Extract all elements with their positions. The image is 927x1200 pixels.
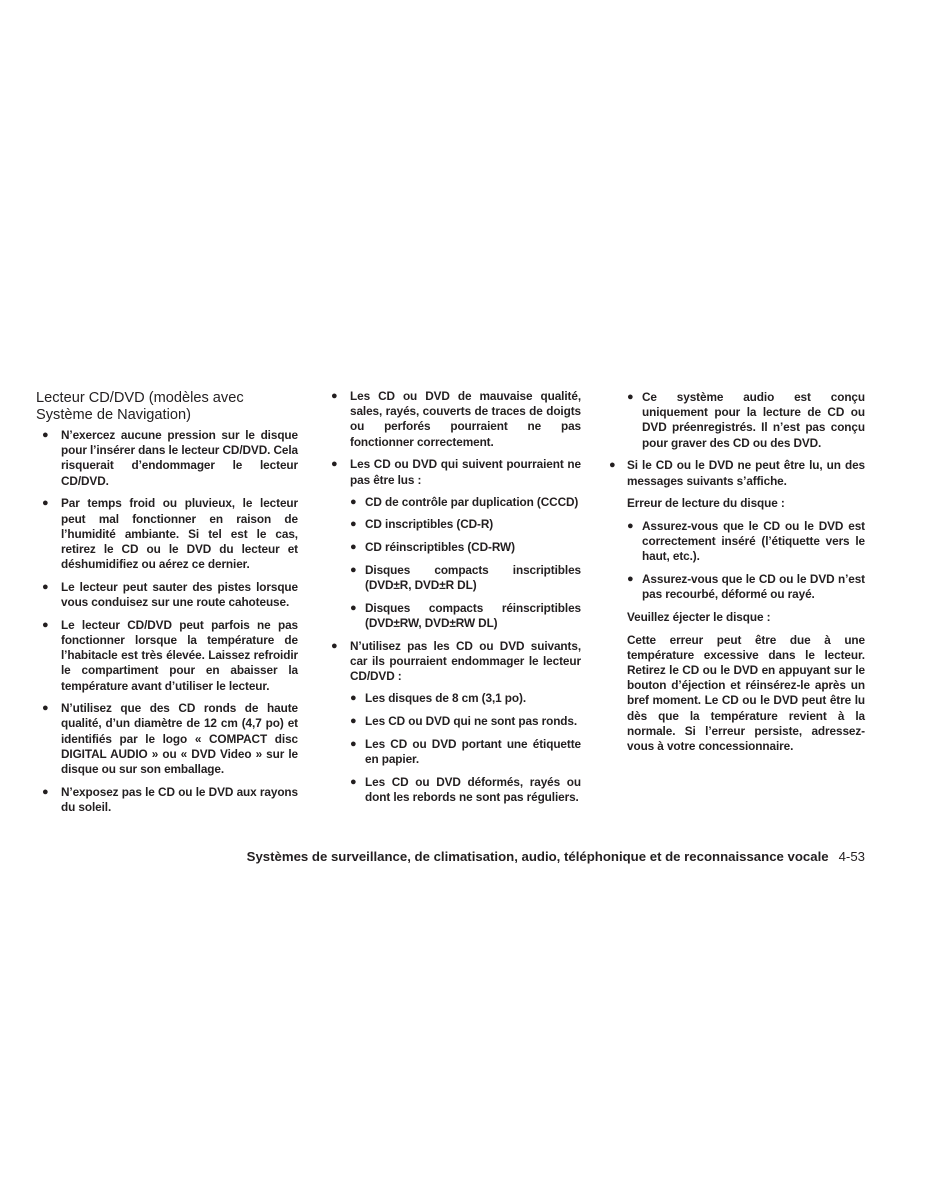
bullet-icon: ● (42, 702, 49, 715)
bullet-icon: ● (42, 785, 49, 798)
bullet-icon: ● (350, 737, 357, 750)
sub-list (627, 519, 865, 603)
bullet-icon: ● (350, 692, 357, 705)
error-heading: Veuillez éjecter le disque : (627, 609, 771, 624)
bullet-list (609, 458, 865, 488)
sub-list-item: ● Disques compacts réinscriptibles (DVD±RW, DVD±RW DL) (350, 600, 581, 630)
bullet-icon: ● (609, 459, 616, 472)
bullet-icon: ● (350, 775, 357, 788)
list-item: ● Par temps froid ou pluvieux, le lecteur peut mal fonctionner en raison de l’humidité ambiante. Si tel est le cas, retirez le CD ou le DVD du lecteur et déshumidifiez ou aérez ce dernier. (42, 496, 298, 572)
bullet-icon: ● (331, 458, 338, 471)
list-item: ● N’exercez aucune pression sur le disque pour l’insérer dans le lecteur CD/DVD. Cela risquerait d’endommager le lecteur CD/DVD. (42, 428, 298, 488)
column-middle (325, 389, 581, 812)
sub-list-item: ● CD inscriptibles (CD-R) (350, 517, 494, 532)
list-item: ● N’utilisez pas les CD ou DVD suivants, car ils pourraient endommager le lecteur CD/DVD : ● Les disques de 8 cm (3,1 po). ● Les CD ou DVD qui ne sont pas ronds. ● Les CD ou DVD portant une étiquette en papier. ● Les CD ou DVD déformés, rayés ou dont les rebords ne sont pas réguliers. (331, 638, 581, 804)
bullet-icon: ● (331, 639, 338, 652)
error-description: Cette erreur peut être due à une température excessive dans le lecteur. Retirez le CD ou le DVD en appuyant sur le bouton d’éjection et réinsérez-le après un bref moment. Le CD ou le DVD peut être lu dès que la température revient à la normale. Si l’erreur persiste, adressez-vous à votre concessionnaire. (627, 632, 865, 754)
sub-list (627, 390, 865, 451)
bullet-icon: ● (627, 391, 634, 403)
page-footer (0, 849, 865, 865)
sub-list-item: ● Assurez-vous que le CD ou le DVD n’est pas recourbé, déformé ou rayé. (627, 572, 865, 602)
section-title: Lecteur CD/DVD (modèles avec Système de Navigation) (36, 390, 244, 423)
bullet-icon: ● (350, 518, 357, 531)
list-item: ● Le lecteur CD/DVD peut parfois ne pas fonctionner lorsque la température de l’habitacle est très élevée. Laissez refroidir le compartiment pour en abaisser la température avant d’utiliser le lecteur. (42, 617, 298, 693)
column-left (36, 390, 298, 823)
sub-list-item: ● Ce système audio est conçu uniquement pour la lecture de CD ou DVD préenregistrés. Il n’est pas conçu pour graver des CD ou des DVD. (627, 390, 865, 450)
sub-list-item: ● Les CD ou DVD déformés, rayés ou dont les rebords ne sont pas réguliers. (350, 774, 581, 804)
bullet-icon: ● (627, 519, 634, 532)
bullet-icon: ● (350, 563, 357, 576)
sub-list-item: ● CD réinscriptibles (CD-RW) (350, 540, 515, 555)
bullet-icon: ● (350, 601, 357, 614)
bullet-icon: ● (350, 495, 357, 508)
sub-list (350, 691, 581, 805)
bullet-icon: ● (627, 573, 634, 586)
list-item: ● Le lecteur peut sauter des pistes lorsque vous conduisez sur une route cahoteuse. (42, 579, 298, 610)
error-heading: Erreur de lecture du disque : (627, 496, 785, 511)
bullet-list (325, 389, 581, 805)
list-item: ● Les CD ou DVD qui suivent pourraient ne pas être lus : ● CD de contrôle par duplication (CCCD) ● CD inscriptibles (CD-R) ● CD réinscriptibles (CD-RW) ● Disques compacts inscriptibles (DVD±R, DVD±R DL) ● Disques compacts réinscriptibles (DVD±RW, DVD±RW DL) (331, 457, 581, 630)
sub-list (350, 495, 581, 631)
bullet-icon: ● (42, 580, 49, 593)
bullet-icon: ● (42, 429, 49, 441)
bullet-list (36, 428, 298, 815)
sub-list-item: ● Les CD ou DVD portant une étiquette en papier. (350, 736, 581, 766)
sub-list-item: ● Disques compacts inscriptibles (DVD±R, DVD±R DL) (350, 562, 581, 593)
footer-chapter-title: Systèmes de surveillance, de climatisation, audio, téléphonique et de reconnaissance vocale (246, 849, 829, 864)
sub-list-item: ● Assurez-vous que le CD ou le DVD est correctement inséré (l’étiquette vers le haut, etc.). (627, 518, 865, 564)
list-item: ● Si le CD ou le DVD ne peut être lu, un des messages suivants s’affiche. (609, 458, 865, 488)
bullet-icon: ● (350, 541, 357, 554)
bullet-icon: ● (42, 497, 49, 510)
sub-list-item: ● Les CD ou DVD qui ne sont pas ronds. (350, 713, 578, 728)
sub-list-item: ● CD de contrôle par duplication (CCCD) (350, 494, 579, 509)
page-number: 4-53 (838, 849, 865, 864)
column-right (609, 390, 865, 762)
sub-list-item: ● Les disques de 8 cm (3,1 po). (350, 691, 526, 706)
bullet-icon: ● (350, 714, 357, 727)
list-item: ● Les CD ou DVD de mauvaise qualité, sales, rayés, couverts de traces de doigts ou perforés pourraient ne pas fonctionner correctement. (331, 389, 581, 449)
bullet-icon: ● (331, 390, 338, 402)
bullet-icon: ● (42, 618, 49, 631)
list-item: ● N’utilisez que des CD ronds de haute qualité, d’un diamètre de 12 cm (4,7 po) et identifiés par le logo « COMPACT disc DIGITAL AUDIO » ou « DVD Video » sur le disque ou sur son emballage. (42, 701, 298, 777)
list-item: ● N’exposez pas le CD ou le DVD aux rayons du soleil. (42, 784, 298, 814)
